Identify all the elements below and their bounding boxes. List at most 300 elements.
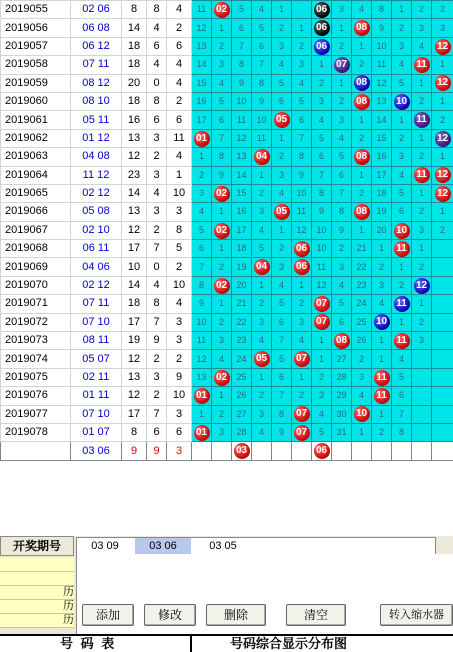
distribution-cell: 4 [272,56,292,74]
distribution-cell: 3 [272,37,292,55]
distribution-cell: 4 [392,350,412,368]
left-label-3: 历 [0,586,74,600]
distribution-cell: 11 [192,332,212,350]
number-ball: 04 [254,149,270,165]
distribution-cell: 1 [352,166,372,184]
pair-cell: 04 06 [71,258,122,276]
distribution-cell [292,350,312,368]
distribution-cell: 1 [392,111,412,129]
stat-cell-1: 10 [122,258,147,276]
stat-cell-2: 3 [147,166,167,184]
distribution-cell: 1 [312,350,332,368]
stat-cell-3: 6 [167,111,192,129]
number-ball: 11 [414,167,430,183]
table-row [1,332,453,350]
distribution-cell: 10 [252,111,272,129]
pair-cell: 07 10 [71,313,122,331]
distribution-cell: 7 [312,166,332,184]
period-cell: 2019071 [1,295,71,313]
distribution-cell: 1 [252,166,272,184]
period-cell: 2019073 [1,332,71,350]
distribution-cell: 8 [372,1,392,19]
distribution-cell: 9 [212,166,232,184]
stat-cell-3: 6 [167,423,192,441]
distribution-cell: 12 [372,74,392,92]
distribution-cell: 2 [332,37,352,55]
distribution-cell: 4 [292,74,312,92]
number-ball: 07 [294,351,310,367]
distribution-cell: 3 [192,184,212,202]
edit-button[interactable]: 修改 [144,604,196,626]
pair-cell: 06 12 [71,37,122,55]
stat-cell-2: 9 [147,332,167,350]
distribution-cell: 4 [332,129,352,147]
distribution-cell [312,1,332,19]
distribution-cell [292,1,312,19]
distribution-cell: 2 [272,148,292,166]
table-row [1,92,453,110]
number-ball: 12 [435,167,451,183]
distribution-cell: 2 [292,37,312,55]
pair-cell: 05 07 [71,350,122,368]
period-cell: 2019078 [1,423,71,441]
pair-cell: 02 06 [71,1,122,19]
distribution-cell: 5 [392,368,412,386]
number-ball: 04 [254,259,270,275]
distribution-cell: 2 [352,56,372,74]
distribution-cell: 1 [212,203,232,221]
distribution-cell: 18 [232,240,252,258]
distribution-cell: 6 [292,111,312,129]
distribution-cell: 2 [412,1,432,19]
distribution-cell: 11 [292,203,312,221]
results-list[interactable] [76,537,436,555]
number-ball: 02 [214,370,230,386]
period-cell: 2019060 [1,92,71,110]
distribution-cell: 1 [292,368,312,386]
table-row [1,387,453,405]
stat-cell-2: 2 [147,148,167,166]
distribution-cell [432,423,453,441]
distribution-cell: 3 [292,313,312,331]
stat-cell-3: 4 [167,56,192,74]
table-row [1,368,453,386]
distribution-cell: 22 [232,313,252,331]
distribution-cell [432,276,453,294]
distribution-cell: 12 [192,350,212,368]
distribution-cell: 3 [252,405,272,423]
add-button[interactable]: 添加 [82,604,134,626]
stat-cell-1: 14 [122,19,147,37]
period-column [0,536,74,650]
distribution-cell: 6 [272,368,292,386]
distribution-cell: 7 [252,56,272,74]
number-ball: 07 [334,57,350,73]
left-label-4: 历 [0,600,74,614]
distribution-cell: 2 [212,37,232,55]
distribution-cell: 6 [332,166,352,184]
left-label-2 [0,572,74,586]
stat-cell-1: 14 [122,184,147,202]
distribution-cell: 5 [332,148,352,166]
period-cell: 2019057 [1,37,71,55]
distribution-cell [412,368,432,386]
distribution-cell: 15 [192,74,212,92]
distribution-cell: 3 [412,221,432,239]
distribution-cell: 3 [332,111,352,129]
table-row [1,295,453,313]
distribution-cell: 7 [272,387,292,405]
distribution-cell: 12 [292,221,312,239]
distribution-cell: 2 [392,19,412,37]
pair-cell: 02 10 [71,221,122,239]
distribution-cell [352,74,372,92]
distribution-cell: 9 [272,423,292,441]
distribution-cell: 16 [232,203,252,221]
distribution-cell: 2 [412,313,432,331]
stat-cell-2: 4 [147,56,167,74]
pair-cell: 08 11 [71,332,122,350]
pair-cell: 07 11 [71,56,122,74]
distribution-cell: 3 [272,258,292,276]
distribution-cell: 19 [372,203,392,221]
distribution-cell: 4 [352,387,372,405]
number-ball: 05 [274,204,290,220]
distribution-cell: 2 [332,240,352,258]
distribution-cell: 4 [392,166,412,184]
distribution-cell: 14 [192,56,212,74]
pair-cell: 06 11 [71,240,122,258]
distribution-cell: 2 [312,368,332,386]
distribution-cell: 20 [372,221,392,239]
distribution-cell: 2 [212,405,232,423]
distribution-cell: 23 [232,332,252,350]
stat-cell-2: 7 [147,240,167,258]
distribution-cell: 2 [332,92,352,110]
distribution-cell: 9 [332,221,352,239]
footer-stat-2: 9 [147,442,167,460]
distribution-cell: 5 [312,129,332,147]
stat-cell-3: 6 [167,37,192,55]
distribution-cell [312,313,332,331]
distribution-cell: 14 [232,166,252,184]
footer-stat-3: 3 [167,442,192,460]
distribution-cell: 4 [372,295,392,313]
distribution-cell: 8 [192,276,212,294]
period-cell: 2019055 [1,1,71,19]
table-row [1,258,453,276]
distribution-cell: 9 [372,19,392,37]
table-row [1,129,453,147]
distribution-cell [292,258,312,276]
period-cell: 2019059 [1,74,71,92]
distribution-cell [192,423,212,441]
distribution-cell [392,92,412,110]
distribution-cell [312,295,332,313]
distribution-cell: 11 [232,111,252,129]
distribution-cell: 2 [292,387,312,405]
distribution-cell: 1 [312,56,332,74]
distribution-cell: 6 [232,19,252,37]
period-header: 开奖期号 [0,536,74,556]
distribution-cell: 1 [372,240,392,258]
distribution-cell: 6 [252,37,272,55]
distribution-cell: 1 [432,203,453,221]
number-ball: 07 [294,425,310,441]
stat-cell-1: 19 [122,332,147,350]
distribution-cell: 23 [352,276,372,294]
number-ball: 12 [414,278,430,294]
distribution-cell: 28 [332,368,352,386]
stat-cell-3: 2 [167,258,192,276]
distribution-cell: 8 [232,56,252,74]
distribution-cell [352,148,372,166]
distribution-cell: 13 [192,368,212,386]
distribution-cell: 3 [432,19,453,37]
stat-cell-2: 8 [147,1,167,19]
distribution-cell [292,240,312,258]
distribution-cell: 27 [332,350,352,368]
distribution-cell: 25 [352,313,372,331]
stat-cell-3: 8 [167,221,192,239]
period-cell: 2019072 [1,313,71,331]
distribution-cell: 10 [232,92,252,110]
distribution-cell: 1 [272,1,292,19]
distribution-cell [352,203,372,221]
distribution-cell: 5 [272,350,292,368]
stat-cell-2: 3 [147,368,167,386]
number-ball: 11 [414,112,430,128]
distribution-cell: 2 [252,295,272,313]
stat-cell-2: 0 [147,74,167,92]
distribution-cell: 24 [232,350,252,368]
distribution-cell: 11 [252,129,272,147]
stat-cell-1: 17 [122,405,147,423]
distribution-cell: 2 [392,129,412,147]
distribution-cell: 17 [372,166,392,184]
delete-button[interactable]: 删除 [206,604,266,626]
stat-cell-1: 16 [122,111,147,129]
distribution-cell [292,423,312,441]
pair-cell: 01 12 [71,129,122,147]
stat-cell-3: 2 [167,350,192,368]
distribution-cell: 4 [412,37,432,55]
period-cell: 2019058 [1,56,71,74]
table-row [1,1,453,19]
distribution-cell: 1 [412,74,432,92]
convert-button[interactable]: 转入缩水器 [380,604,453,626]
distribution-cell: 2 [252,387,272,405]
distribution-cell [352,19,372,37]
stat-cell-2: 2 [147,350,167,368]
distribution-cell [432,313,453,331]
distribution-cell [372,313,392,331]
distribution-cell: 12 [312,276,332,294]
number-ball: 07 [314,314,330,330]
distribution-cell: 22 [352,258,372,276]
stat-cell-3: 3 [167,313,192,331]
stat-cell-2: 4 [147,19,167,37]
distribution-cell: 4 [332,276,352,294]
number-ball: 08 [354,20,370,36]
stat-cell-2: 2 [147,221,167,239]
table-row [1,19,453,37]
distribution-cell: 25 [232,368,252,386]
distribution-cell: 1 [312,332,332,350]
distribution-cell: 15 [232,184,252,202]
distribution-cell: 5 [272,74,292,92]
distribution-cell: 6 [212,111,232,129]
distribution-cell: 10 [292,184,312,202]
distribution-cell: 26 [352,332,372,350]
distribution-cell [432,332,453,350]
stat-cell-2: 7 [147,405,167,423]
distribution-cell: 7 [212,129,232,147]
distribution-cell: 7 [392,405,412,423]
stat-cell-1: 8 [122,423,147,441]
distribution-cell [372,368,392,386]
stat-cell-3: 2 [167,92,192,110]
period-cell: 2019076 [1,387,71,405]
stat-cell-2: 6 [147,37,167,55]
distribution-cell: 3 [272,166,292,184]
distribution-cell: 2 [432,1,453,19]
stat-cell-1: 12 [122,148,147,166]
distribution-cell: 10 [312,221,332,239]
stat-cell-3: 4 [167,1,192,19]
distribution-cell: 1 [192,405,212,423]
distribution-cell [432,350,453,368]
number-ball: 06 [314,2,330,18]
distribution-cell: 1 [192,148,212,166]
stat-cell-1: 12 [122,387,147,405]
table-footer-row [1,442,453,460]
distribution-cell: 5 [232,1,252,19]
distribution-cell: 6 [192,240,212,258]
stat-cell-3: 2 [167,19,192,37]
distribution-cell: 16 [372,148,392,166]
distribution-cell: 1 [212,240,232,258]
stat-cell-3: 10 [167,184,192,202]
stat-cell-1: 12 [122,350,147,368]
distribution-cell: 1 [352,423,372,441]
distribution-cell: 3 [352,368,372,386]
distribution-cell [312,19,332,37]
number-ball: 11 [394,241,410,257]
stat-cell-1: 18 [122,56,147,74]
distribution-cell: 3 [212,332,232,350]
result-item-1[interactable]: 03 09 [77,538,133,554]
footer-stat-1: 9 [122,442,147,460]
footer-pair: 03 06 [71,442,122,460]
distribution-cell: 7 [332,184,352,202]
distribution-cell: 5 [292,92,312,110]
distribution-cell: 2 [412,258,432,276]
distribution-cell: 5 [272,295,292,313]
stat-cell-3: 11 [167,129,192,147]
distribution-cell: 17 [192,111,212,129]
stat-cell-3: 3 [167,203,192,221]
stat-cell-2: 0 [147,258,167,276]
number-ball: 06 [314,20,330,36]
period-cell: 2019064 [1,166,71,184]
distribution-cell: 4 [252,1,272,19]
table-row [1,276,453,294]
footer-ball-a: 03 [234,443,250,459]
period-cell: 2019062 [1,129,71,147]
distribution-cell: 31 [332,423,352,441]
stat-cell-2: 2 [147,387,167,405]
stat-cell-2: 6 [147,423,167,441]
number-ball: 06 [314,39,330,55]
distribution-cell [212,276,232,294]
distribution-cell: 2 [272,240,292,258]
distribution-cell: 8 [292,148,312,166]
distribution-cell [432,295,453,313]
pair-cell: 01 07 [71,423,122,441]
number-ball: 01 [194,131,210,147]
number-ball: 05 [254,351,270,367]
table-row [1,166,453,184]
distribution-cell [392,221,412,239]
distribution-cell [272,111,292,129]
distribution-cell: 15 [372,129,392,147]
distribution-cell: 17 [232,221,252,239]
distribution-cell: 9 [252,92,272,110]
distribution-cell: 9 [192,295,212,313]
clear-button[interactable]: 清空 [286,604,346,626]
distribution-cell: 4 [192,203,212,221]
distribution-cell: 3 [252,203,272,221]
table-row [1,240,453,258]
table-row [1,405,453,423]
bottom-title-bar [0,634,453,652]
distribution-cell: 1 [432,56,453,74]
distribution-cell: 2 [432,111,453,129]
stat-cell-3: 1 [167,166,192,184]
distribution-cell: 1 [352,111,372,129]
distribution-cell: 2 [372,258,392,276]
distribution-cell: 2 [372,423,392,441]
pair-cell: 11 12 [71,166,122,184]
distribution-cell: 1 [272,129,292,147]
number-ball: 10 [374,314,390,330]
distribution-cell: 3 [212,423,232,441]
distribution-cell: 6 [272,313,292,331]
result-item-3[interactable]: 03 05 [195,538,251,554]
distribution-cell: 4 [292,332,312,350]
distribution-cell: 1 [412,240,432,258]
distribution-cell [412,405,432,423]
stat-cell-1: 18 [122,92,147,110]
number-ball: 10 [354,406,370,422]
distribution-cell: 4 [392,56,412,74]
number-ball: 01 [194,425,210,441]
number-ball: 08 [354,94,370,110]
pair-cell: 02 11 [71,368,122,386]
table-row [1,221,453,239]
distribution-cell [212,184,232,202]
entry-panel [0,536,453,650]
distribution-cell [432,129,453,147]
distribution-cell [432,387,453,405]
result-item-2[interactable]: 03 06 [135,538,191,554]
stat-cell-2: 8 [147,92,167,110]
distribution-cell [212,1,232,19]
distribution-cell: 6 [272,92,292,110]
distribution-cell [252,148,272,166]
number-ball: 10 [394,223,410,239]
